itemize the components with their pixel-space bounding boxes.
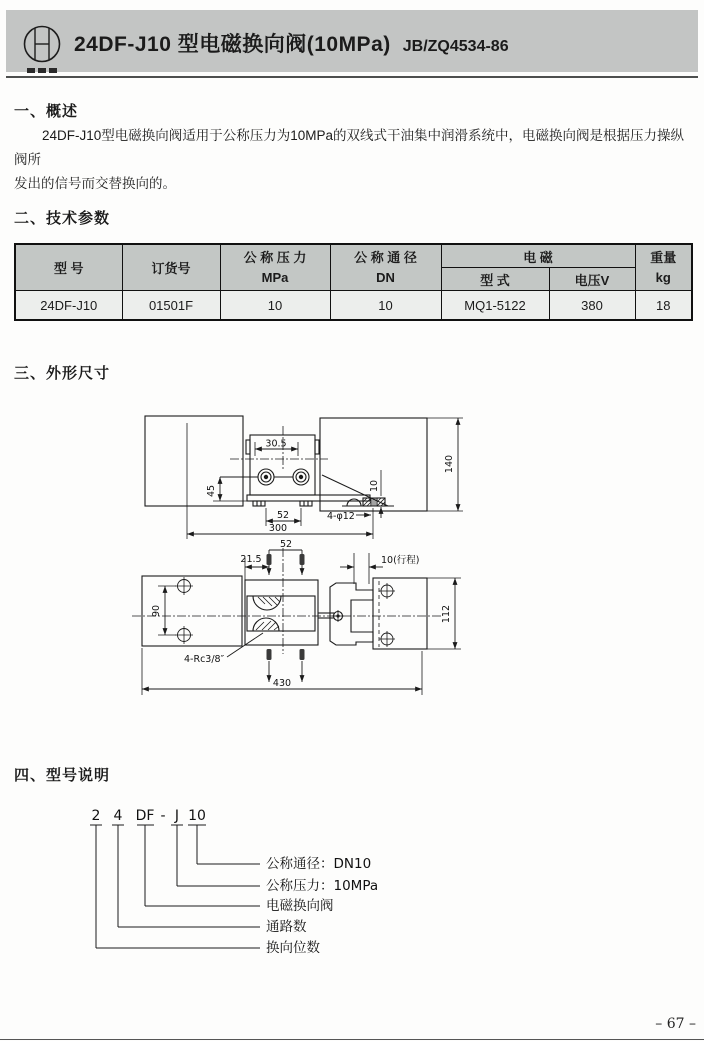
dimension-drawing [130,398,600,710]
dim-112: 112 [441,604,452,624]
code-part-j: J [174,808,180,824]
model-connectors [90,825,260,948]
header-divider [6,76,698,78]
section1-heading: 一、概述 [14,103,79,120]
dim-430: 430 [272,678,292,689]
label-nominal-dn: 公称通径：DN10 [266,856,372,872]
col-header-dn: 公 称 通 径 DN [330,244,441,291]
label-4-phi12: 4-φ12 [327,511,355,522]
cell-weight: 18 [635,291,692,321]
cell-dn: 10 [330,291,441,321]
cell-order: 01501F [122,291,220,321]
dim-52-front: 52 [276,510,290,521]
plan-view [132,548,461,695]
page-number: – 67 – [655,1016,696,1032]
section2-heading: 二、技术参数 [14,210,111,227]
code-part-dash: - [160,808,166,824]
label-nominal-pressure: 公称压力：10MPa [266,878,379,894]
label-valve-type: 电磁换向阀 [266,898,334,914]
dim-140: 140 [444,454,455,474]
dim-90: 90 [151,604,162,618]
code-part-dn: 10 [188,808,206,824]
overview-line2: 发出的信号而交替换向的。 [14,176,176,191]
model-designation-diagram [80,798,440,973]
front-view [145,416,463,539]
cell-model: 24DF-J10 [15,291,122,321]
col-header-model: 型 号 [15,244,122,291]
section3-heading: 三、外形尺寸 [14,365,111,382]
col-header-weight: 重量 kg [635,244,692,291]
code-part-positions: 2 [91,808,101,824]
dim-45: 45 [206,484,217,498]
dim-10-stroke: 10(行程) [381,555,420,566]
dim-21-5: 21.5 [240,554,262,565]
cell-solenoid-type: MQ1-5122 [441,291,549,321]
dim-52-plan: 52 [279,539,293,550]
dim-10-foot: 10 [369,479,380,493]
col-header-voltage: 电压V [549,268,635,291]
cell-voltage: 380 [549,291,635,321]
label-position-count: 换向位数 [266,940,320,956]
standard-number: JB/ZQ4534-86 [402,38,509,55]
col-header-solenoid: 电 磁 [441,244,635,268]
section4-heading: 四、型号说明 [14,767,111,784]
dim-30-5: 30.5 [265,438,287,450]
col-header-pressure: 公 称 压 力 MPa [220,244,330,291]
spec-table [14,243,693,321]
bottom-rule [0,1039,704,1040]
table-row [15,291,692,321]
label-way-count: 通路数 [266,919,307,935]
cell-pressure: 10 [220,291,330,321]
company-logo-icon [20,24,66,76]
dim-300: 300 [268,523,288,534]
code-part-ways: 4 [113,808,123,824]
col-header-order: 订货号 [122,244,220,291]
col-header-solenoid-type: 型 式 [441,268,549,291]
model-labels [266,856,378,956]
code-part-df: DF [135,808,155,824]
overview-paragraph [14,124,692,196]
model-code [92,808,206,824]
label-4-rc38: 4-Rc3/8″ [184,654,225,665]
overview-line1: 24DF-J10型电磁换向阀适用于公称压力为10MPa的双线式干油集中润滑系统中，电磁换向阀是根据压力操纵阀所 [14,128,685,167]
page-title: 24DF-J10 型电磁换向阀(10MPa) [74,33,391,56]
